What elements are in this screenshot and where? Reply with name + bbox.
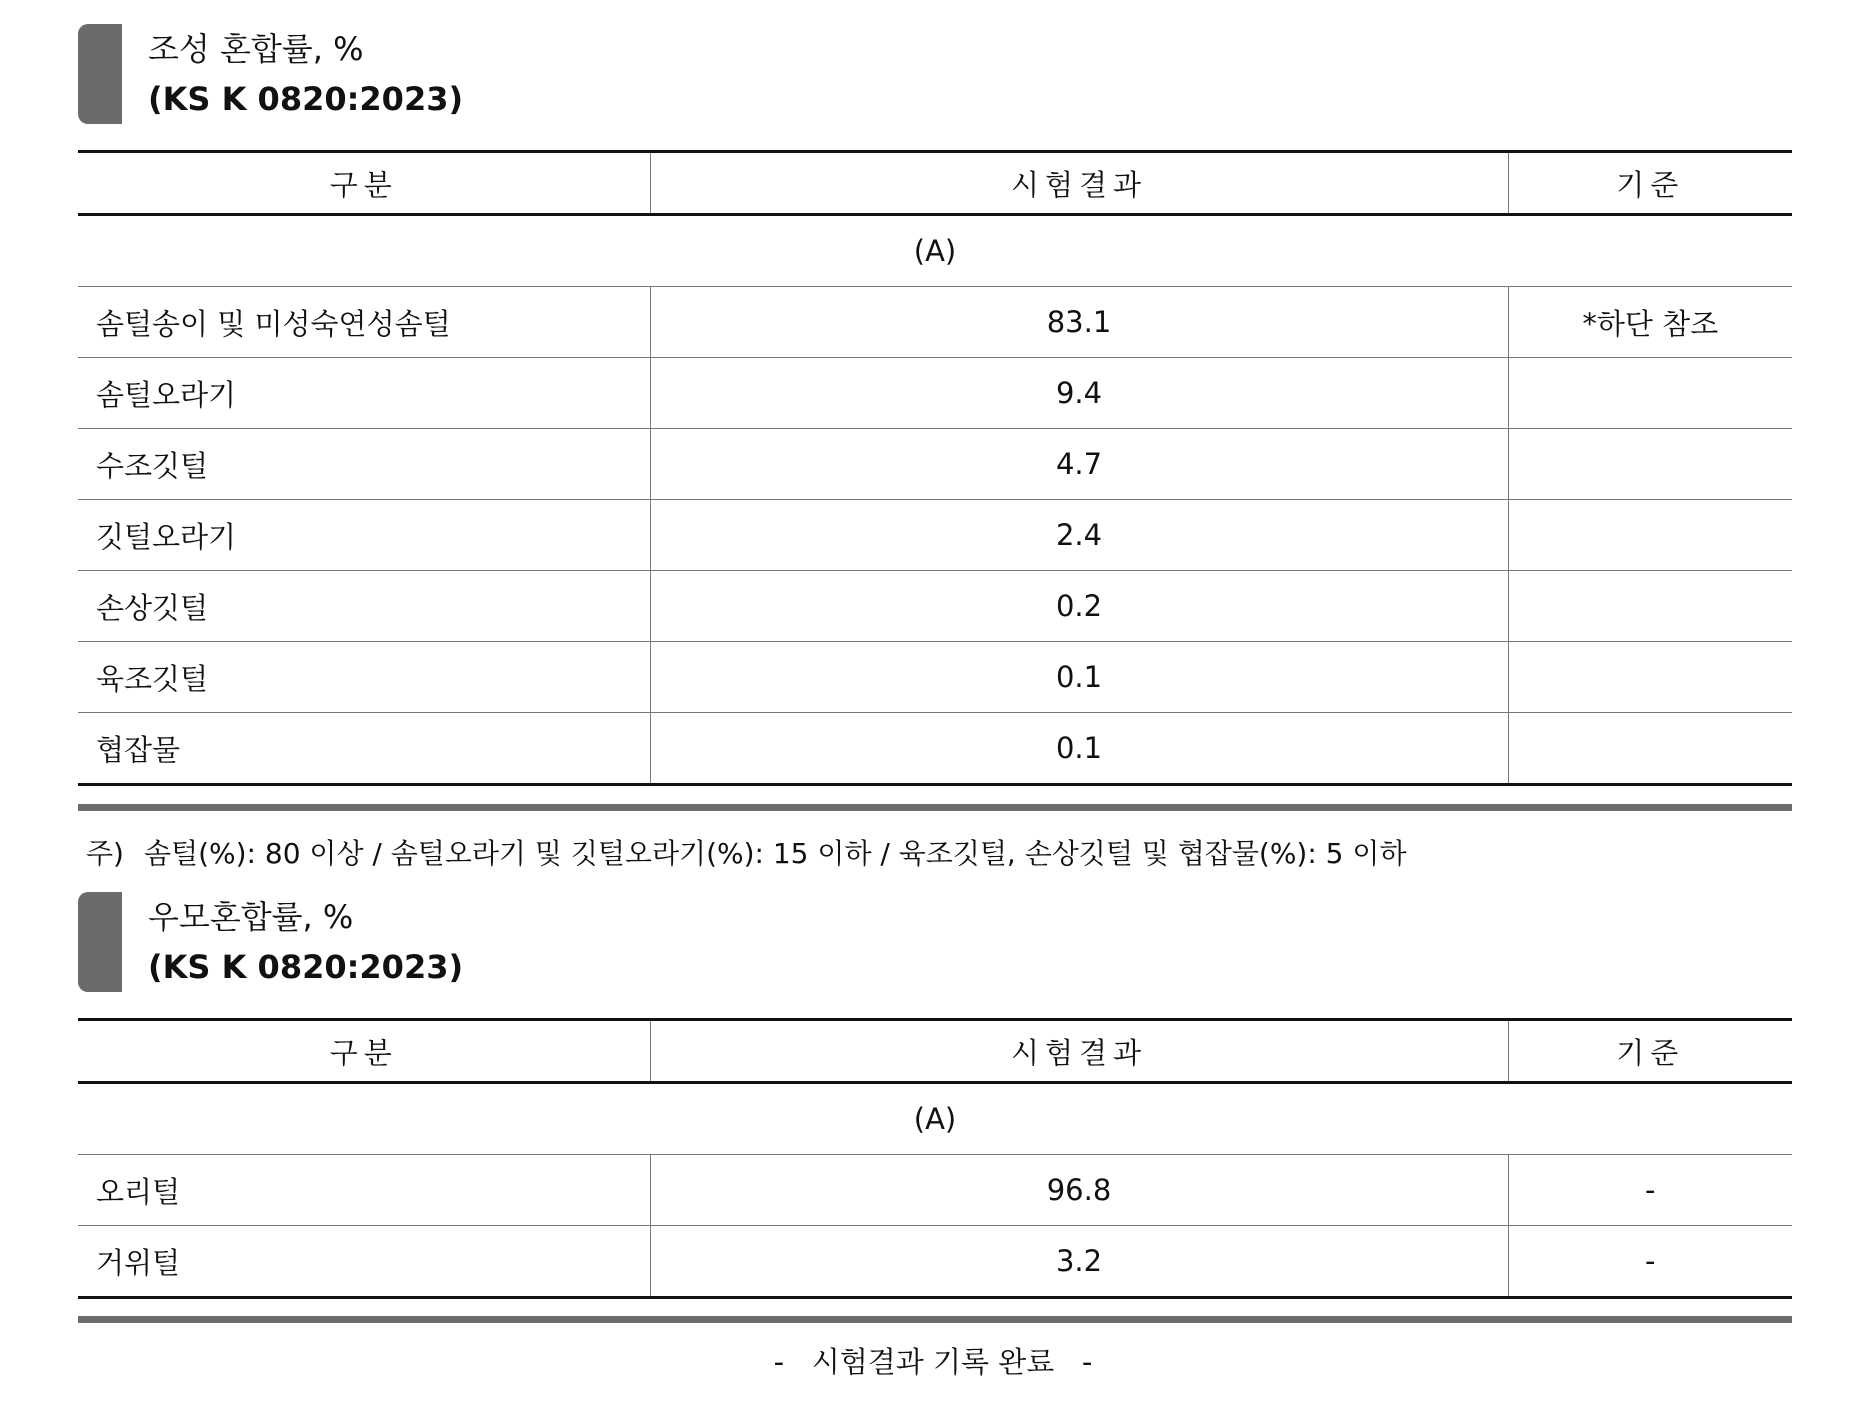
table-header-row xyxy=(78,152,1792,215)
composition-table xyxy=(78,150,1792,786)
header-standard: 기준 xyxy=(1508,152,1792,215)
row-standard xyxy=(1508,429,1792,500)
section-end-rule xyxy=(78,804,1792,811)
note-label: 주) xyxy=(86,837,124,870)
down-mix-section xyxy=(78,892,1792,1280)
row-name: 솜털송이 및 미성숙연성솜털 xyxy=(78,287,650,358)
note-text: 솜털(%): 80 이상 / 솜털오라기 및 깃털오라기(%): 15 이하 / 육조깃털, 손상깃털 및 협잡물(%): 5 이하 xyxy=(144,837,1407,870)
row-name: 손상깃털 xyxy=(78,571,650,642)
section-title-line1: 조성 혼합률, % xyxy=(148,30,364,68)
row-result: 0.1 xyxy=(650,642,1508,713)
table-row xyxy=(78,500,1792,571)
table-row xyxy=(78,429,1792,500)
row-result: 96.8 xyxy=(650,1155,1508,1226)
row-name: 솜털오라기 xyxy=(78,358,650,429)
section-marker-bar xyxy=(78,892,122,992)
end-of-results-text: - 시험결과 기록 완료 - xyxy=(773,1345,1093,1379)
row-name: 깃털오라기 xyxy=(78,500,650,571)
section-header xyxy=(78,24,1792,124)
row-result: 2.4 xyxy=(650,500,1508,571)
header-category: 구분 xyxy=(78,152,650,215)
row-standard xyxy=(1508,358,1792,429)
row-standard: - xyxy=(1508,1226,1792,1298)
row-standard xyxy=(1508,642,1792,713)
row-result: 9.4 xyxy=(650,358,1508,429)
header-result: 시험결과 xyxy=(650,152,1508,215)
down-mix-table xyxy=(78,1018,1792,1299)
section-title xyxy=(148,24,463,124)
row-result: 0.2 xyxy=(650,571,1508,642)
composition-section xyxy=(78,24,1792,870)
unit-row xyxy=(78,215,1792,287)
section-title-line1: 우모혼합률, % xyxy=(148,898,354,936)
unit-label: (A) xyxy=(78,215,1792,287)
header-standard: 기준 xyxy=(1508,1020,1792,1083)
table-row xyxy=(78,1226,1792,1298)
row-result: 83.1 xyxy=(650,287,1508,358)
row-name: 오리털 xyxy=(78,1155,650,1226)
row-result: 4.7 xyxy=(650,429,1508,500)
row-name: 협잡물 xyxy=(78,713,650,785)
row-standard: - xyxy=(1508,1155,1792,1226)
row-result: 0.1 xyxy=(650,713,1508,785)
row-name: 육조깃털 xyxy=(78,642,650,713)
row-result: 3.2 xyxy=(650,1226,1508,1298)
row-standard xyxy=(1508,571,1792,642)
unit-label: (A) xyxy=(78,1083,1792,1155)
table-row xyxy=(78,642,1792,713)
section-title-line2: (KS K 0820:2023) xyxy=(148,80,464,118)
table-row xyxy=(78,287,1792,358)
row-name: 수조깃털 xyxy=(78,429,650,500)
report-end-rule xyxy=(78,1316,1792,1323)
row-standard xyxy=(1508,500,1792,571)
table-row xyxy=(78,1155,1792,1226)
header-result: 시험결과 xyxy=(650,1020,1508,1083)
section-marker-bar xyxy=(78,24,122,124)
row-standard: *하단 참조 xyxy=(1508,287,1792,358)
standard-note xyxy=(86,832,1407,872)
row-standard xyxy=(1508,713,1792,785)
table-header-row xyxy=(78,1020,1792,1083)
row-name: 거위털 xyxy=(78,1226,650,1298)
table-row xyxy=(78,358,1792,429)
table-row xyxy=(78,713,1792,785)
section-header xyxy=(78,892,1792,992)
section-title-line2: (KS K 0820:2023) xyxy=(148,948,464,986)
section-title xyxy=(148,892,463,992)
unit-row xyxy=(78,1083,1792,1155)
table-row xyxy=(78,571,1792,642)
header-category: 구분 xyxy=(78,1020,650,1083)
